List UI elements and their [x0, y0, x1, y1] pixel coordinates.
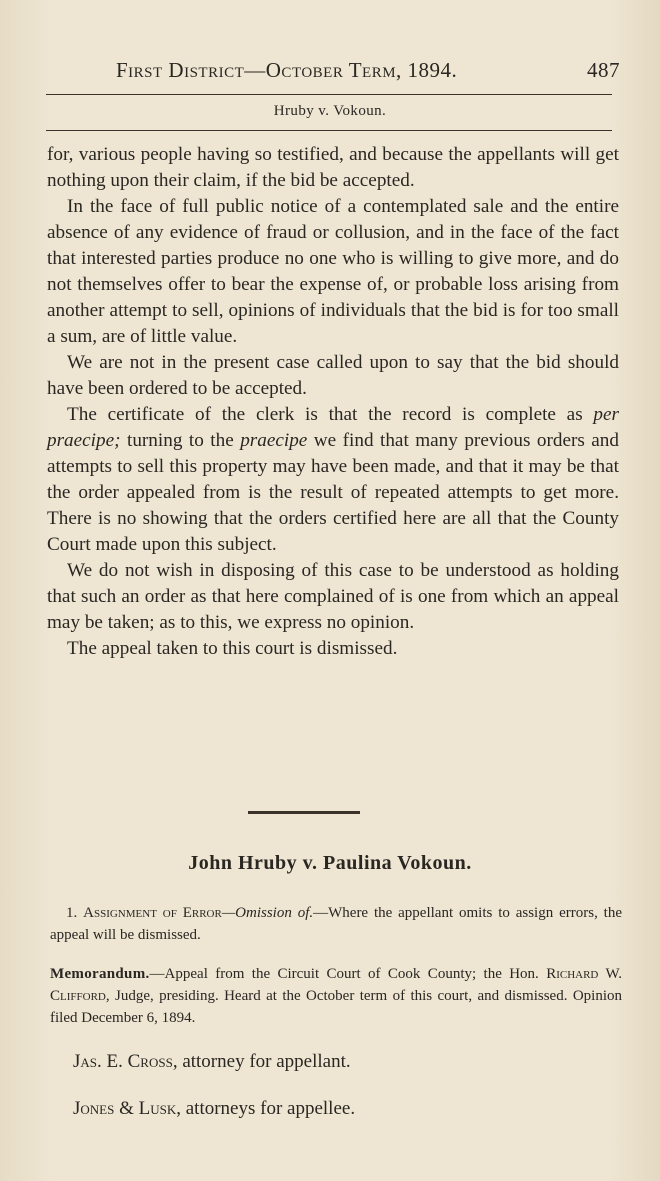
headnote-topic: Assignment of Error [83, 905, 222, 921]
attorney-role: , attorney for appellant. [172, 1051, 351, 1072]
attorney-name: Jones & Lusk [73, 1098, 177, 1119]
memorandum [50, 963, 622, 1029]
headnote-number: 1. [66, 905, 78, 921]
memorandum-text: , Judge, presiding. Heard at the October term of this court, and dismissed. Opinion filed December 6, 1894. [50, 988, 622, 1026]
attorney-role: , attorneys for appellee. [176, 1098, 356, 1119]
attorney-line-appellant [73, 1051, 351, 1073]
italic-term: praecipe [240, 430, 308, 451]
text-run: we find that many previous orders and attempts to sell this property may have been made, and that it may be that the order appealed from is the result of repeated attempts to get more. There is no showing that the orders certified here are all that the County Court made upon this subject. [47, 430, 619, 555]
headnote-paragraph [50, 902, 622, 946]
paragraph: We are not in the present case called upon to say that the bid should have been ordered to be accepted. [47, 352, 619, 399]
paragraph: The appeal taken to this court is dismissed. [67, 638, 398, 659]
text-run: turning to the [120, 430, 241, 451]
header-rule [46, 94, 612, 95]
paragraph [47, 402, 619, 558]
text-run: The certificate of the clerk is that the record is complete as [67, 404, 594, 425]
paragraph: for, various people having so testified, and because the appellants will get nothing upon their claim, if the bid be accepted. [47, 144, 619, 191]
memorandum-paragraph [50, 963, 622, 1029]
headnote-text: —Where the appellant omits to assign errors, the appeal will be dismissed. [50, 905, 623, 943]
running-title: First District—October Term, 1894. [116, 58, 458, 82]
memorandum-text: —Appeal from the Circuit Court of Cook County; the Hon. [149, 966, 547, 982]
memorandum-label: Memorandum. [50, 966, 150, 982]
judge-name: Richard W. Clifford [50, 966, 622, 1004]
section-divider [248, 811, 360, 814]
case-caption: Hruby v. Vokoun. [273, 103, 387, 119]
caption-rule [46, 130, 612, 131]
page-number: 487 [587, 58, 620, 82]
paragraph: We do not wish in disposing of this case to be understood as holding that such an order as that here complained of is one from which an appeal may be taken; as to this, we express no opinion. [47, 560, 619, 633]
italic-term: per praecipe; [47, 404, 619, 451]
attorney-name: Jas. E. Cross [73, 1051, 173, 1072]
paragraph: In the face of full public notice of a contemplated sale and the entire absence of any evidence of fraud or collusion, and in the face of the fact that interested parties produce no one who is willing to give more, and do not themselves offer to bear the expense of, or probable loss arising from another attempt to sell, opinions of individuals that the bid is for too small a sum, are of little value. [47, 196, 619, 347]
opinion-text [47, 142, 619, 662]
headnote [50, 902, 622, 946]
headnote-subtopic: —Omission of. [221, 905, 314, 921]
case-title: John Hruby v. Paulina Vokoun. [188, 852, 472, 874]
attorney-line-appellee [73, 1098, 355, 1120]
